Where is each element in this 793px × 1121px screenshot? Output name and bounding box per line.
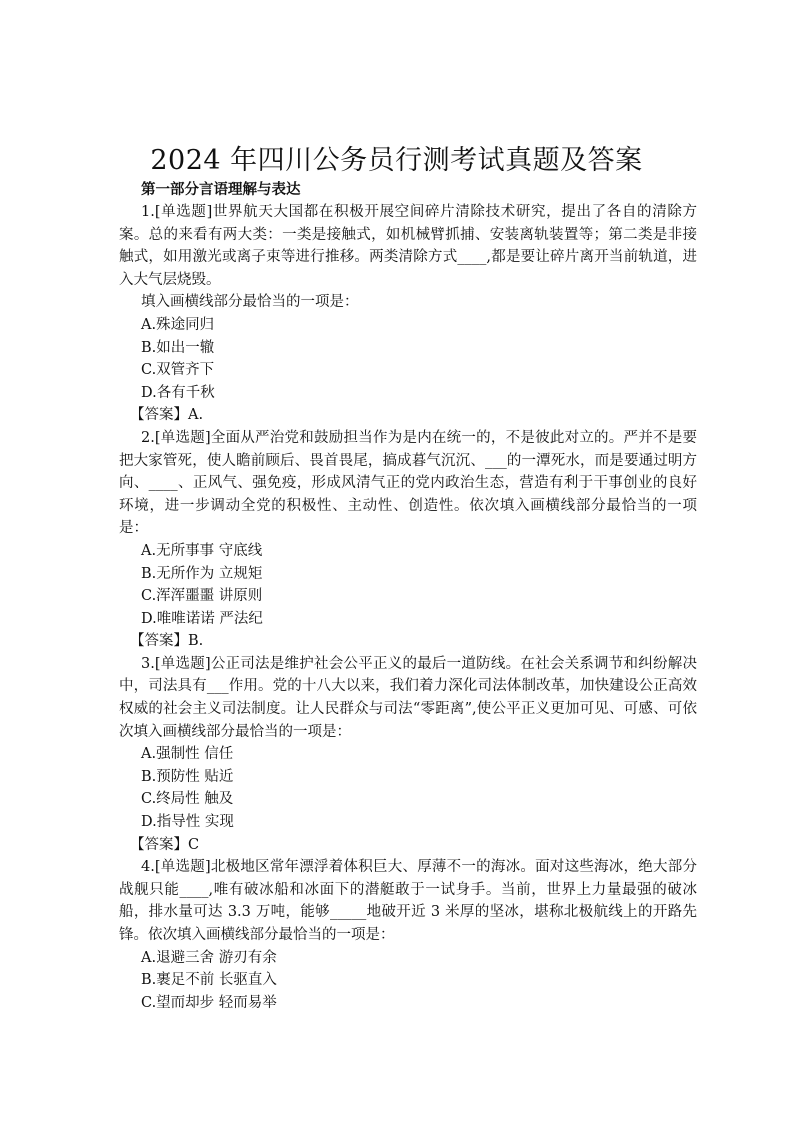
question-stem: 4.[单选题]北极地区常年漂浮着体积巨大、厚薄不一的海冰。面对这些海冰，绝大部分战舰只能____,唯有破冰船和冰面下的潜艇敢于一试身手。当前，世界上力量最强的破冰船，排水量可达 3.3 万吨，能够_____地破开近 3 米厚的坚冰，堪称北极航线上的开路先锋。依次填入画横线部分最恰当的一项是： — [119, 859, 697, 943]
section-heading: 第一部分言语理解与表达 — [141, 182, 301, 198]
question-answer: 【答案】B. — [130, 633, 204, 650]
question-stem: 2.[单选题]全面从严治党和鼓励担当作为是内在统一的，不是彼此对立的。严并不是要把大家管死，使人瞻前顾后、畏首畏尾，搞成暮气沉沉、___的一潭死水，而是要通过明方向、____、正风气、强免疫，形成风清气正的党内政治生态，营造有利于干事创业的良好环境，进一步调动全党的积极性、主动性、创造性。依次填入画横线部分最恰当的一项是： — [119, 429, 697, 537]
question-option: A.退避三舍 游刃有余 — [141, 949, 277, 966]
question-option: D.指导性 实现 — [141, 814, 234, 831]
question-option: B.无所作为 立规矩 — [141, 565, 263, 582]
question-option: B.如出一辙 — [141, 339, 215, 356]
question-option: C.望而却步 轻而易举 — [141, 994, 277, 1011]
question-stem: 3.[单选题]公正司法是维护社会公平正义的最后一道防线。在社会关系调节和纠纷解决中，司法具有___作用。党的十八大以来，我们着力深化司法体制改革，加快建设公正高效权威的社会主义司法制度。让人民群众与司法“零距离”,使公平正义更加可见、可感、可依次填入画横线部分最恰当的一项是： — [119, 655, 697, 740]
question-answer: 【答案】C — [130, 836, 200, 853]
question-prompt: 填入画横线部分最恰当的一项是： — [141, 294, 359, 311]
question-option: A.殊途同归 — [141, 316, 215, 333]
question-option: A.无所事事 守底线 — [141, 542, 263, 559]
question-option: B.裹足不前 长驱直入 — [141, 972, 277, 989]
question-option: C.终局性 触及 — [141, 791, 234, 808]
question-option: B.预防性 贴近 — [141, 768, 234, 785]
question-option: D.唯唯诺诺 严法纪 — [141, 610, 263, 627]
question-option: A.强制性 信任 — [141, 746, 234, 763]
question-option: C.浑浑噩噩 讲原则 — [141, 588, 263, 605]
question-stem: 1.[单选题]世界航天大国都在积极开展空间碎片清除技术研究，提出了各自的清除方案。总的来看有两大类：一类是接触式，如机械臂抓捕、安装离轨装置等；第二类是非接触式，如用激光或离子束等进行推移。两类清除方式____,都是要让碎片离开当前轨道，进入大气层烧毁。 — [119, 204, 697, 288]
question-option: D.各有千秋 — [141, 384, 215, 401]
question-option: C.双管齐下 — [141, 362, 215, 379]
document-title: 2024 年四川公务员行测考试真题及答案 — [150, 145, 643, 176]
question-answer: 【答案】A. — [130, 407, 204, 424]
document-body — [119, 201, 697, 1014]
